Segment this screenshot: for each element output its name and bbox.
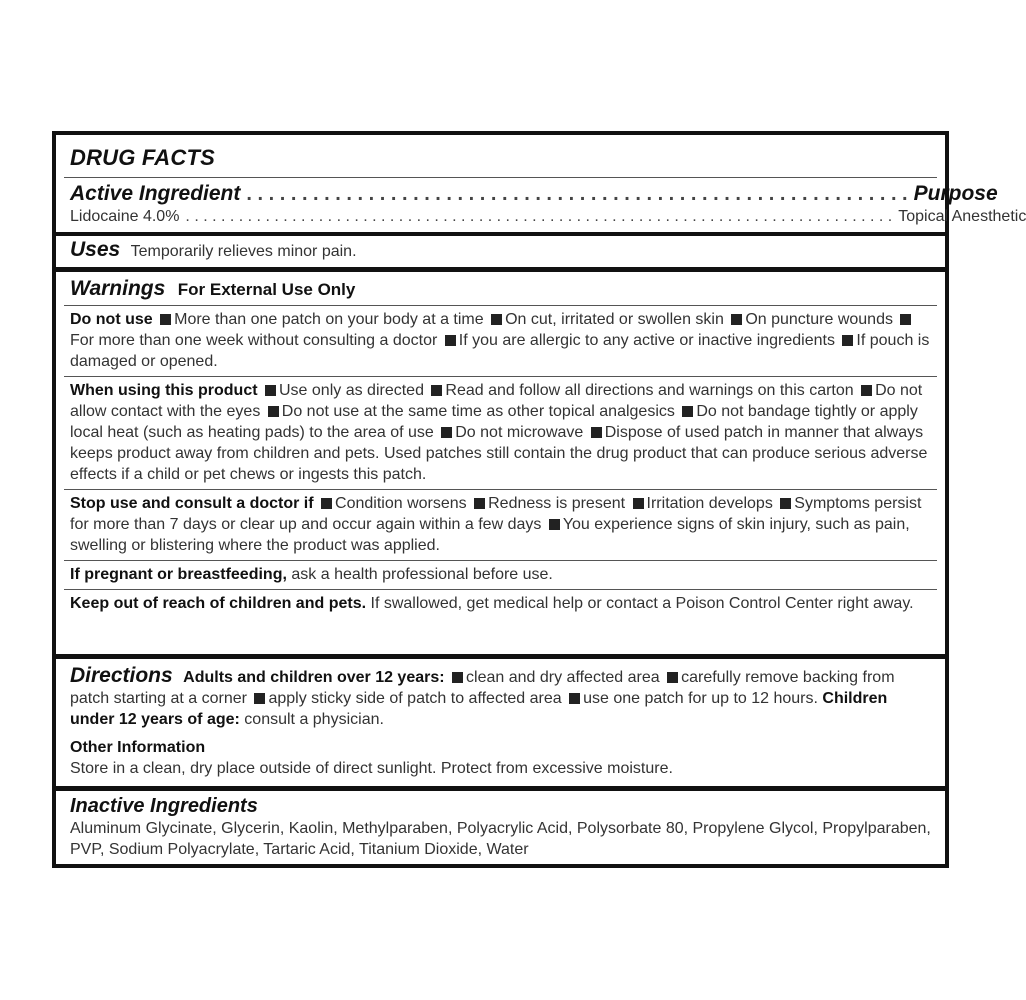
warnings-section	[56, 272, 945, 654]
bullet-square-icon	[160, 314, 171, 325]
directions-heading: Directions	[70, 664, 173, 687]
divider	[64, 177, 937, 178]
warnings-heading: Warnings	[70, 277, 166, 300]
uses-section	[56, 236, 945, 267]
bullet-square-icon	[731, 314, 742, 325]
bullet-square-icon	[780, 498, 791, 509]
bullet-square-icon	[452, 672, 463, 683]
bullet-square-icon	[254, 693, 265, 704]
inactive-ingredients-section	[56, 791, 945, 864]
uses-heading: Uses	[70, 238, 121, 261]
drug-facts-panel	[52, 131, 1026, 868]
other-info-block	[70, 737, 931, 779]
bullet-square-icon	[667, 672, 678, 683]
active-heading-row: Active Ingredient . . . . . . . . . . . . . . . . . . . . . . . . . . . . . . . . . . . . . . . . . . . . . . . . . . . . . . . . . . . . Purpose	[70, 182, 998, 205]
bullet-square-icon	[861, 385, 872, 396]
bullet-square-icon	[682, 406, 693, 417]
keep-out-block: Keep out of reach of children and pets. If swallowed, get medical help or contact a Poison Control Center right away.	[70, 595, 914, 612]
other-info-heading: Other Information	[70, 739, 206, 756]
bullet-square-icon	[491, 314, 502, 325]
drug-facts-title: DRUG FACTS	[70, 145, 215, 170]
inactive-ingredients-text: Aluminum Glycinate, Glycerin, Kaolin, Methylparaben, Polyacrylic Acid, Polysorbate 80, Propylene Glycol, Propylparaben, PVP, Sodium Polyacrylate, Tartaric Acid, Titanium Dioxide, Water	[70, 820, 931, 858]
bullet-square-icon	[900, 314, 911, 325]
bullet-square-icon	[268, 406, 279, 417]
ingredient-purpose: Topical Anesthetic	[898, 208, 1026, 225]
other-info-text: Store in a clean, dry place outside of direct sunlight. Protect from excessive moisture.	[70, 760, 673, 777]
pregnant-block: If pregnant or breastfeeding, ask a health professional before use.	[70, 566, 553, 583]
bullet-square-icon	[265, 385, 276, 396]
bullet-square-icon	[842, 335, 853, 346]
active-ingredient-row: Lidocaine 4.0% . . . . . . . . . . . . . . . . . . . . . . . . . . . . . . . . . . . . . . . . . . . . . . . . . . . . . . . . . . . . . . . . . . . . . . . . . . . . . . . . Topical Anesthetic	[70, 208, 1026, 225]
bullet-square-icon	[633, 498, 644, 509]
bullet-square-icon	[549, 519, 560, 530]
bullet-square-icon	[431, 385, 442, 396]
bullet-square-icon	[441, 427, 452, 438]
bullet-square-icon	[591, 427, 602, 438]
directions-section	[56, 659, 945, 786]
when-using-block: When using this product Use only as directed Read and follow all directions and warnings on this carton Do not allow contact with the eyes Do not use at the same time as other topical analgesics Do not bandage tightly or apply local heat (such as heating pads) to the area of use Do not microwave Dispose of used patch in manner that always keeps product away from children and pets. Used patches still contain the drug product that can produce serious adverse effects if a child or pet chews or ingests this patch.	[70, 382, 928, 483]
ingredient-name: Lidocaine 4.0%	[70, 208, 180, 225]
active-ingredient-section	[56, 135, 1026, 232]
bullet-square-icon	[321, 498, 332, 509]
purpose-heading: Purpose	[913, 182, 998, 205]
bullet-square-icon	[569, 693, 580, 704]
external-use-text: For External Use Only	[177, 280, 356, 299]
uses-text: Temporarily relieves minor pain.	[130, 243, 357, 260]
do-not-use-block: Do not use More than one patch on your body at a time On cut, irritated or swollen skin On puncture wounds For more than one week without consulting a doctor If you are allergic to any active or inactive ingredients If pouch is damaged or opened.	[70, 311, 930, 370]
bullet-square-icon	[474, 498, 485, 509]
inactive-ingredients-heading: Inactive Ingredients	[70, 795, 258, 817]
directions-block: Directions Adults and children over 12 years: clean and dry affected area carefully remove backing from patch starting at a corner apply sticky side of patch to affected area use one patch for up to 12 hours. Children under 12 years of age: consult a physician.	[70, 664, 895, 728]
stop-use-block: Stop use and consult a doctor if Condition worsens Redness is present Irritation develops Symptoms persist for more than 7 days or clear up and occur again within a few days You experience signs of skin injury, such as pain, swelling or blistering where the product was applied.	[70, 495, 922, 554]
bullet-square-icon	[445, 335, 456, 346]
active-ingredient-heading: Active Ingredient	[70, 182, 241, 205]
